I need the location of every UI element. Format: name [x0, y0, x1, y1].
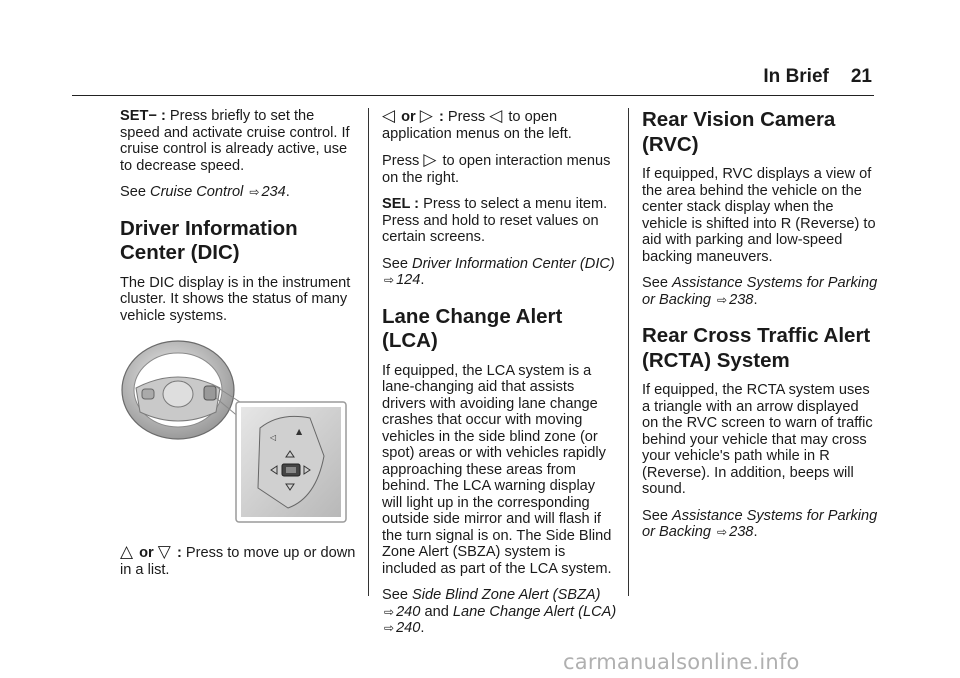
see-cruise-control: See Cruise Control ⇨ 234. [120, 184, 290, 200]
set-text: Press briefly to set the speed and activate cruise control. If cruise control is already active, use to decrease speed. [120, 108, 350, 174]
see-parking-1: See Assistance Systems for Parking or Backing ⇨ 238. [642, 275, 878, 308]
rcta-heading: Rear Cross Traffic Alert (RCTA) System [642, 324, 871, 372]
steering-wheel-illustration [120, 338, 355, 528]
or-label: or [401, 109, 416, 125]
dic-paragraph: The DIC display is in the instrument cluster. It shows the status of many vehicle systems. [120, 274, 351, 324]
ref-lca[interactable]: Lane Change Alert (LCA) [452, 603, 617, 620]
triangle-left-icon: ◁ [382, 106, 396, 125]
page-arrow-icon: ⇨ [249, 185, 260, 199]
page-header [763, 66, 872, 88]
see-parking-2: See Assistance Systems for Parking or Backing ⇨ 238. [642, 507, 878, 540]
colon-label: : [176, 545, 182, 561]
header-rule [72, 95, 874, 96]
svg-text:◁: ◁ [270, 433, 277, 442]
ref-page-240-a[interactable]: 240 [396, 603, 421, 620]
or-label: or [139, 545, 154, 561]
leftright-text: to open application menus on the left. [382, 109, 572, 142]
press-right-text: to open interaction menus on the right. [382, 153, 611, 186]
triangle-right-icon: ▷ [423, 150, 437, 169]
updown-paragraph [120, 544, 356, 578]
page-arrow-icon: ⇨ [384, 273, 395, 287]
ref-page-124[interactable]: 124 [396, 272, 421, 288]
triangle-right-icon: ▷ [419, 106, 433, 125]
svg-text:▲: ▲ [296, 427, 303, 436]
column-1 [120, 108, 356, 588]
steering-wheel-controls-image [120, 338, 355, 528]
rcta-paragraph: If equipped, the RCTA system uses a triangle with an arrow displayed on the RVC screen to warn of traffic behind your vehicle that may cross your vehicle's path while in R (Reverse). In addition, beeps will sound. [642, 382, 873, 497]
ref-page-240-b[interactable]: 240 [396, 620, 421, 636]
and-text: and [420, 603, 453, 620]
triangle-up-icon: △ [120, 542, 134, 561]
ref-parking-backing[interactable]: Assistance Systems for Parking or Backing [642, 507, 878, 540]
page-number: 21 [850, 66, 872, 87]
sel-text: Press to select a menu item. Press and hold to reset values on certain screens. [382, 196, 608, 245]
page-arrow-icon: ⇨ [384, 604, 395, 619]
dic-heading: Driver Information Center (DIC) [120, 216, 298, 264]
column-2 [382, 108, 618, 647]
leftright-paragraph [382, 108, 618, 142]
see-dic: See Driver Information Center (DIC) ⇨ 124. [382, 255, 615, 288]
section-title: In Brief [763, 66, 829, 87]
page-arrow-icon: ⇨ [384, 621, 395, 635]
set-paragraph [120, 108, 356, 174]
see-prefix: See [642, 275, 673, 291]
watermark: carmanualsonline.info [563, 650, 800, 674]
colon-label: : [438, 109, 444, 125]
press-word: Press [382, 153, 420, 169]
column-divider-2 [628, 108, 629, 596]
page-arrow-icon: ⇨ [717, 292, 728, 307]
ref-dic[interactable]: Driver Information Center (DIC) [412, 255, 615, 272]
column-divider-1 [368, 108, 369, 596]
see-prefix: See [642, 507, 673, 524]
ref-sbza[interactable]: Side Blind Zone Alert (SBZA) [412, 587, 601, 603]
press-text: Press [443, 109, 486, 125]
ref-page-234[interactable]: 234 [261, 184, 286, 200]
rvc-paragraph: If equipped, RVC displays a view of the area behind the vehicle on the center stack display when the vehicle is shifted into R (Reverse) to aid with parking and low-speed backing maneuvers. [642, 166, 876, 265]
column-3 [642, 108, 878, 551]
lca-paragraph: If equipped, the LCA system is a lane-changing aid that assists drivers with avoiding lane change crashes that occur with moving vehicles in the side blind zone (or spot) areas or with vehicles rapidly approaching these areas from behind. The LCA warning display will light up in the corresponding outside side mirror and will flash if the turn signal is on. The Side Blind Zone Alert (SBZA) system is included as part of the LCA system. [382, 362, 612, 577]
sel-label: SEL : [382, 196, 420, 212]
ref-page-238[interactable]: 238 [729, 291, 754, 308]
ref-cruise-control[interactable]: Cruise Control [150, 184, 244, 200]
triangle-down-icon: ▽ [157, 542, 171, 561]
see-sbza-lca: See Side Blind Zone Alert (SBZA) ⇨ 240 and Lane Change Alert (LCA) ⇨ 240. [382, 587, 617, 636]
rvc-heading: Rear Vision Camera (RVC) [642, 108, 836, 156]
see-prefix: See [382, 255, 413, 272]
set-label: SET− : [120, 108, 166, 124]
ref-page-238[interactable]: 238 [729, 524, 754, 540]
sel-paragraph [382, 196, 618, 246]
triangle-left-icon: ◁ [489, 106, 503, 125]
lca-heading: Lane Change Alert (LCA) [382, 304, 563, 352]
see-prefix: See [120, 184, 151, 200]
see-prefix: See [382, 587, 413, 603]
page-arrow-icon: ⇨ [717, 525, 728, 539]
ref-parking-backing[interactable]: Assistance Systems for Parking or Backing [642, 275, 878, 308]
press-right-paragraph [382, 152, 618, 186]
updown-text: Press to move up or down in a list. [120, 545, 356, 578]
